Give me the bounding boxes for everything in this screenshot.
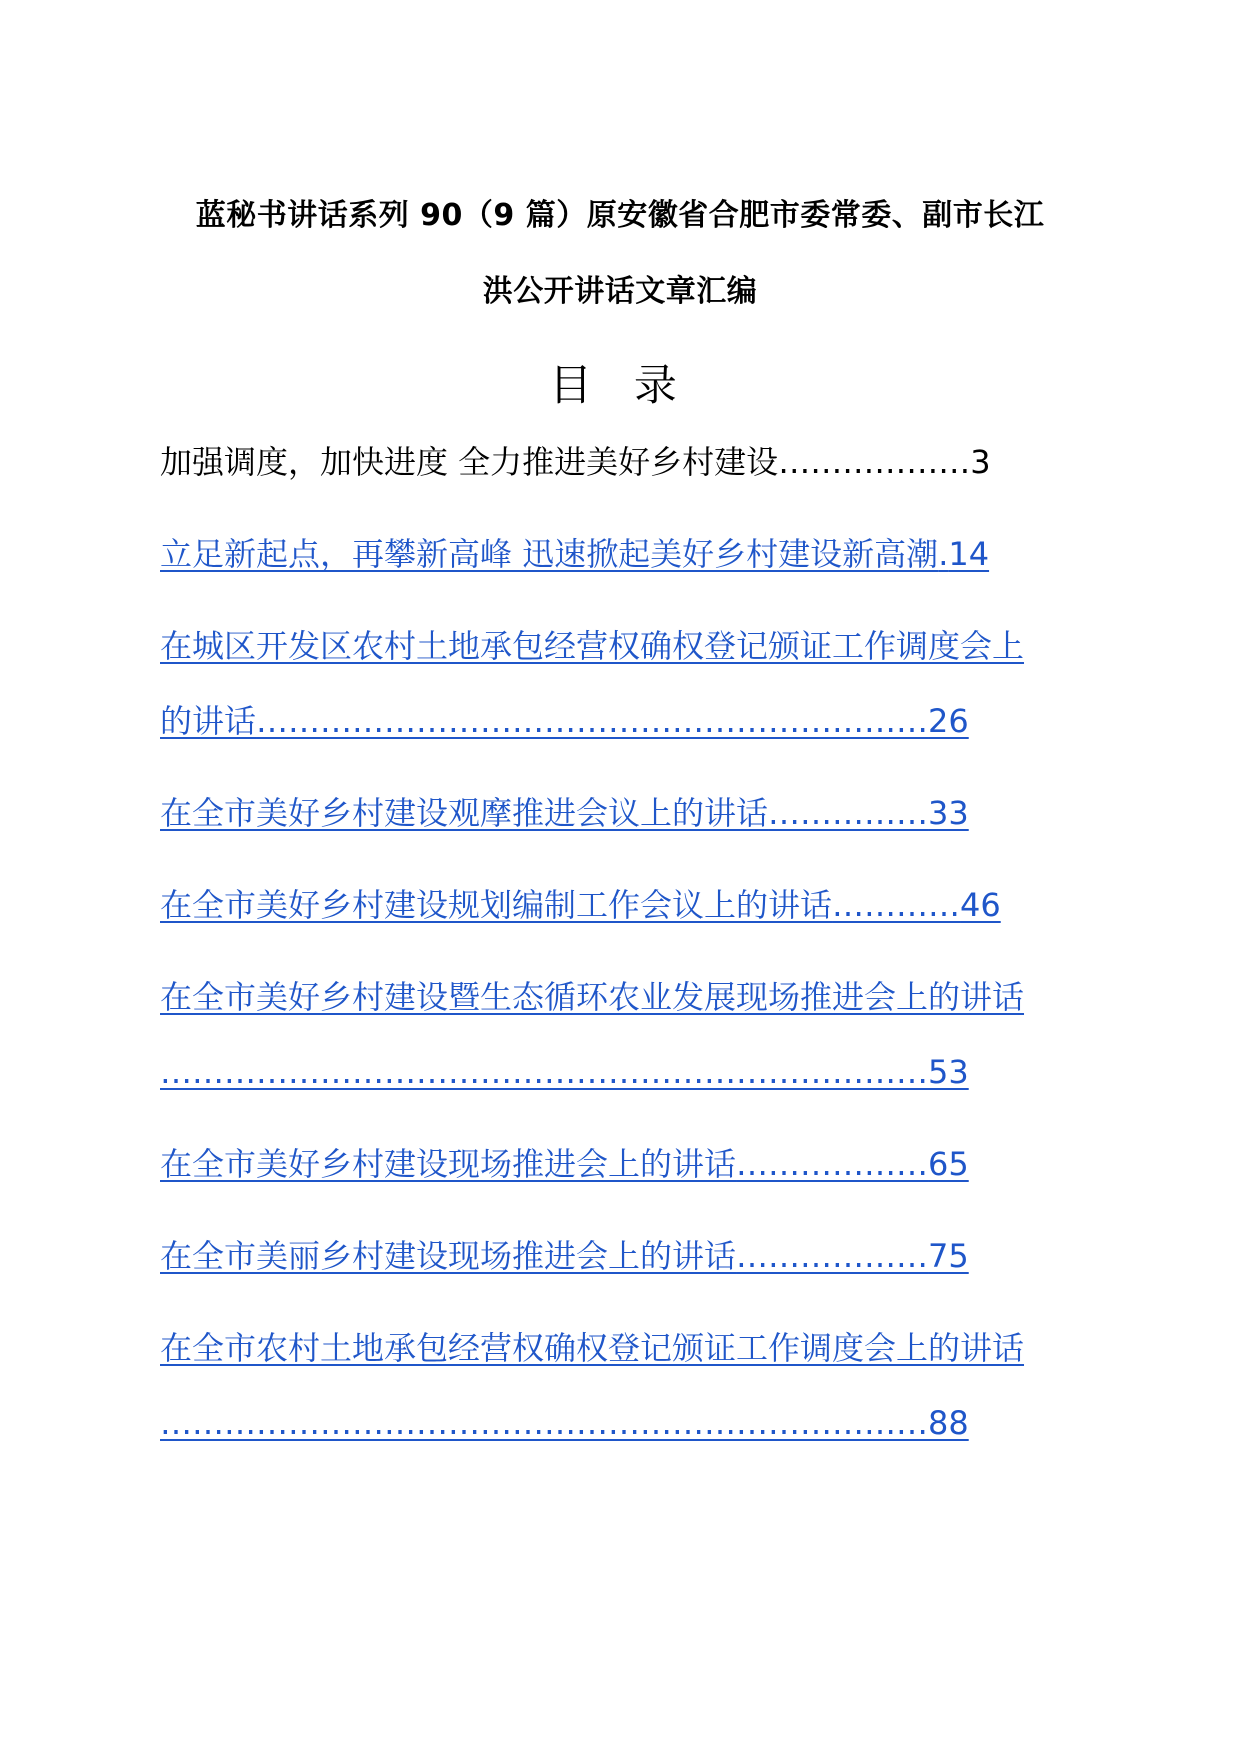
toc-entry-leader: ……………… [736,1145,929,1183]
toc-entry-page-number: 14 [948,535,990,573]
toc-entry-page-number: 46 [960,886,1001,924]
toc-heading: 目 录 [549,361,691,411]
document-title-line-1: 蓝秘书讲话系列 90（9 篇）原安徽省合肥市委常委、副市长江 [195,198,1045,233]
toc-entry-leader: ………… [832,886,961,924]
toc-entry-leader: . [938,535,949,573]
toc-entry [160,425,1100,500]
toc-entry-title: 在全市美好乡村建设规划编制工作会议上的讲话 [160,886,833,924]
toc-entry-page-number: 53 [928,1053,969,1091]
table-of-contents [160,425,1100,1478]
toc-entry-title-continued: 的讲话 [160,702,257,740]
toc-link[interactable] [160,1219,1100,1294]
toc-link[interactable] [160,960,1100,1110]
document-title-line-2: 洪公开讲话文章汇编 [482,274,758,309]
toc-link[interactable] [160,609,1100,759]
toc-entry-title: 在全市美好乡村建设现场推进会上的讲话 [160,1145,737,1183]
toc-entry-title: 加强调度，加快进度 全力推进美好乡村建设 [160,443,779,481]
toc-entry-leader: ……………………………………………………… [256,702,929,740]
document-title [150,178,1090,330]
toc-entry-page-number: 26 [928,702,969,740]
toc-entry-leader: …………… [768,794,929,832]
toc-entry-title: 在全市美丽乡村建设现场推进会上的讲话 [160,1237,737,1275]
toc-entry-page-number: 33 [928,794,969,832]
toc-link[interactable] [160,776,1100,851]
toc-entry-page-number: 65 [928,1145,969,1183]
toc-entry-page-number: 75 [928,1237,969,1275]
toc-entry-page-number: 88 [928,1404,969,1442]
toc-link[interactable] [160,517,1100,592]
toc-link[interactable] [160,1127,1100,1202]
toc-entry-leader: ……………… [778,443,971,481]
toc-entry-title: 在全市美好乡村建设暨生态循环农业发展现场推进会上的讲话 [160,978,1025,1016]
toc-entry-leader: ……………… [736,1237,929,1275]
toc-entry-leader: ……………………………………………………………… [160,1053,928,1091]
toc-link[interactable] [160,1311,1100,1461]
toc-entry-title: 在城区开发区农村土地承包经营权确权登记颁证工作调度会上 [160,627,1025,665]
toc-entry-title: 在全市农村土地承包经营权确权登记颁证工作调度会上的讲话 [160,1329,1025,1367]
toc-entry-title: 立足新起点，再攀新高峰 迅速掀起美好乡村建设新高潮 [160,535,939,573]
toc-link[interactable] [160,868,1100,943]
toc-entry-leader: ……………………………………………………………… [160,1404,928,1442]
toc-entry-page-number: 3 [970,443,991,481]
toc-entry-title: 在全市美好乡村建设观摩推进会议上的讲话 [160,794,769,832]
